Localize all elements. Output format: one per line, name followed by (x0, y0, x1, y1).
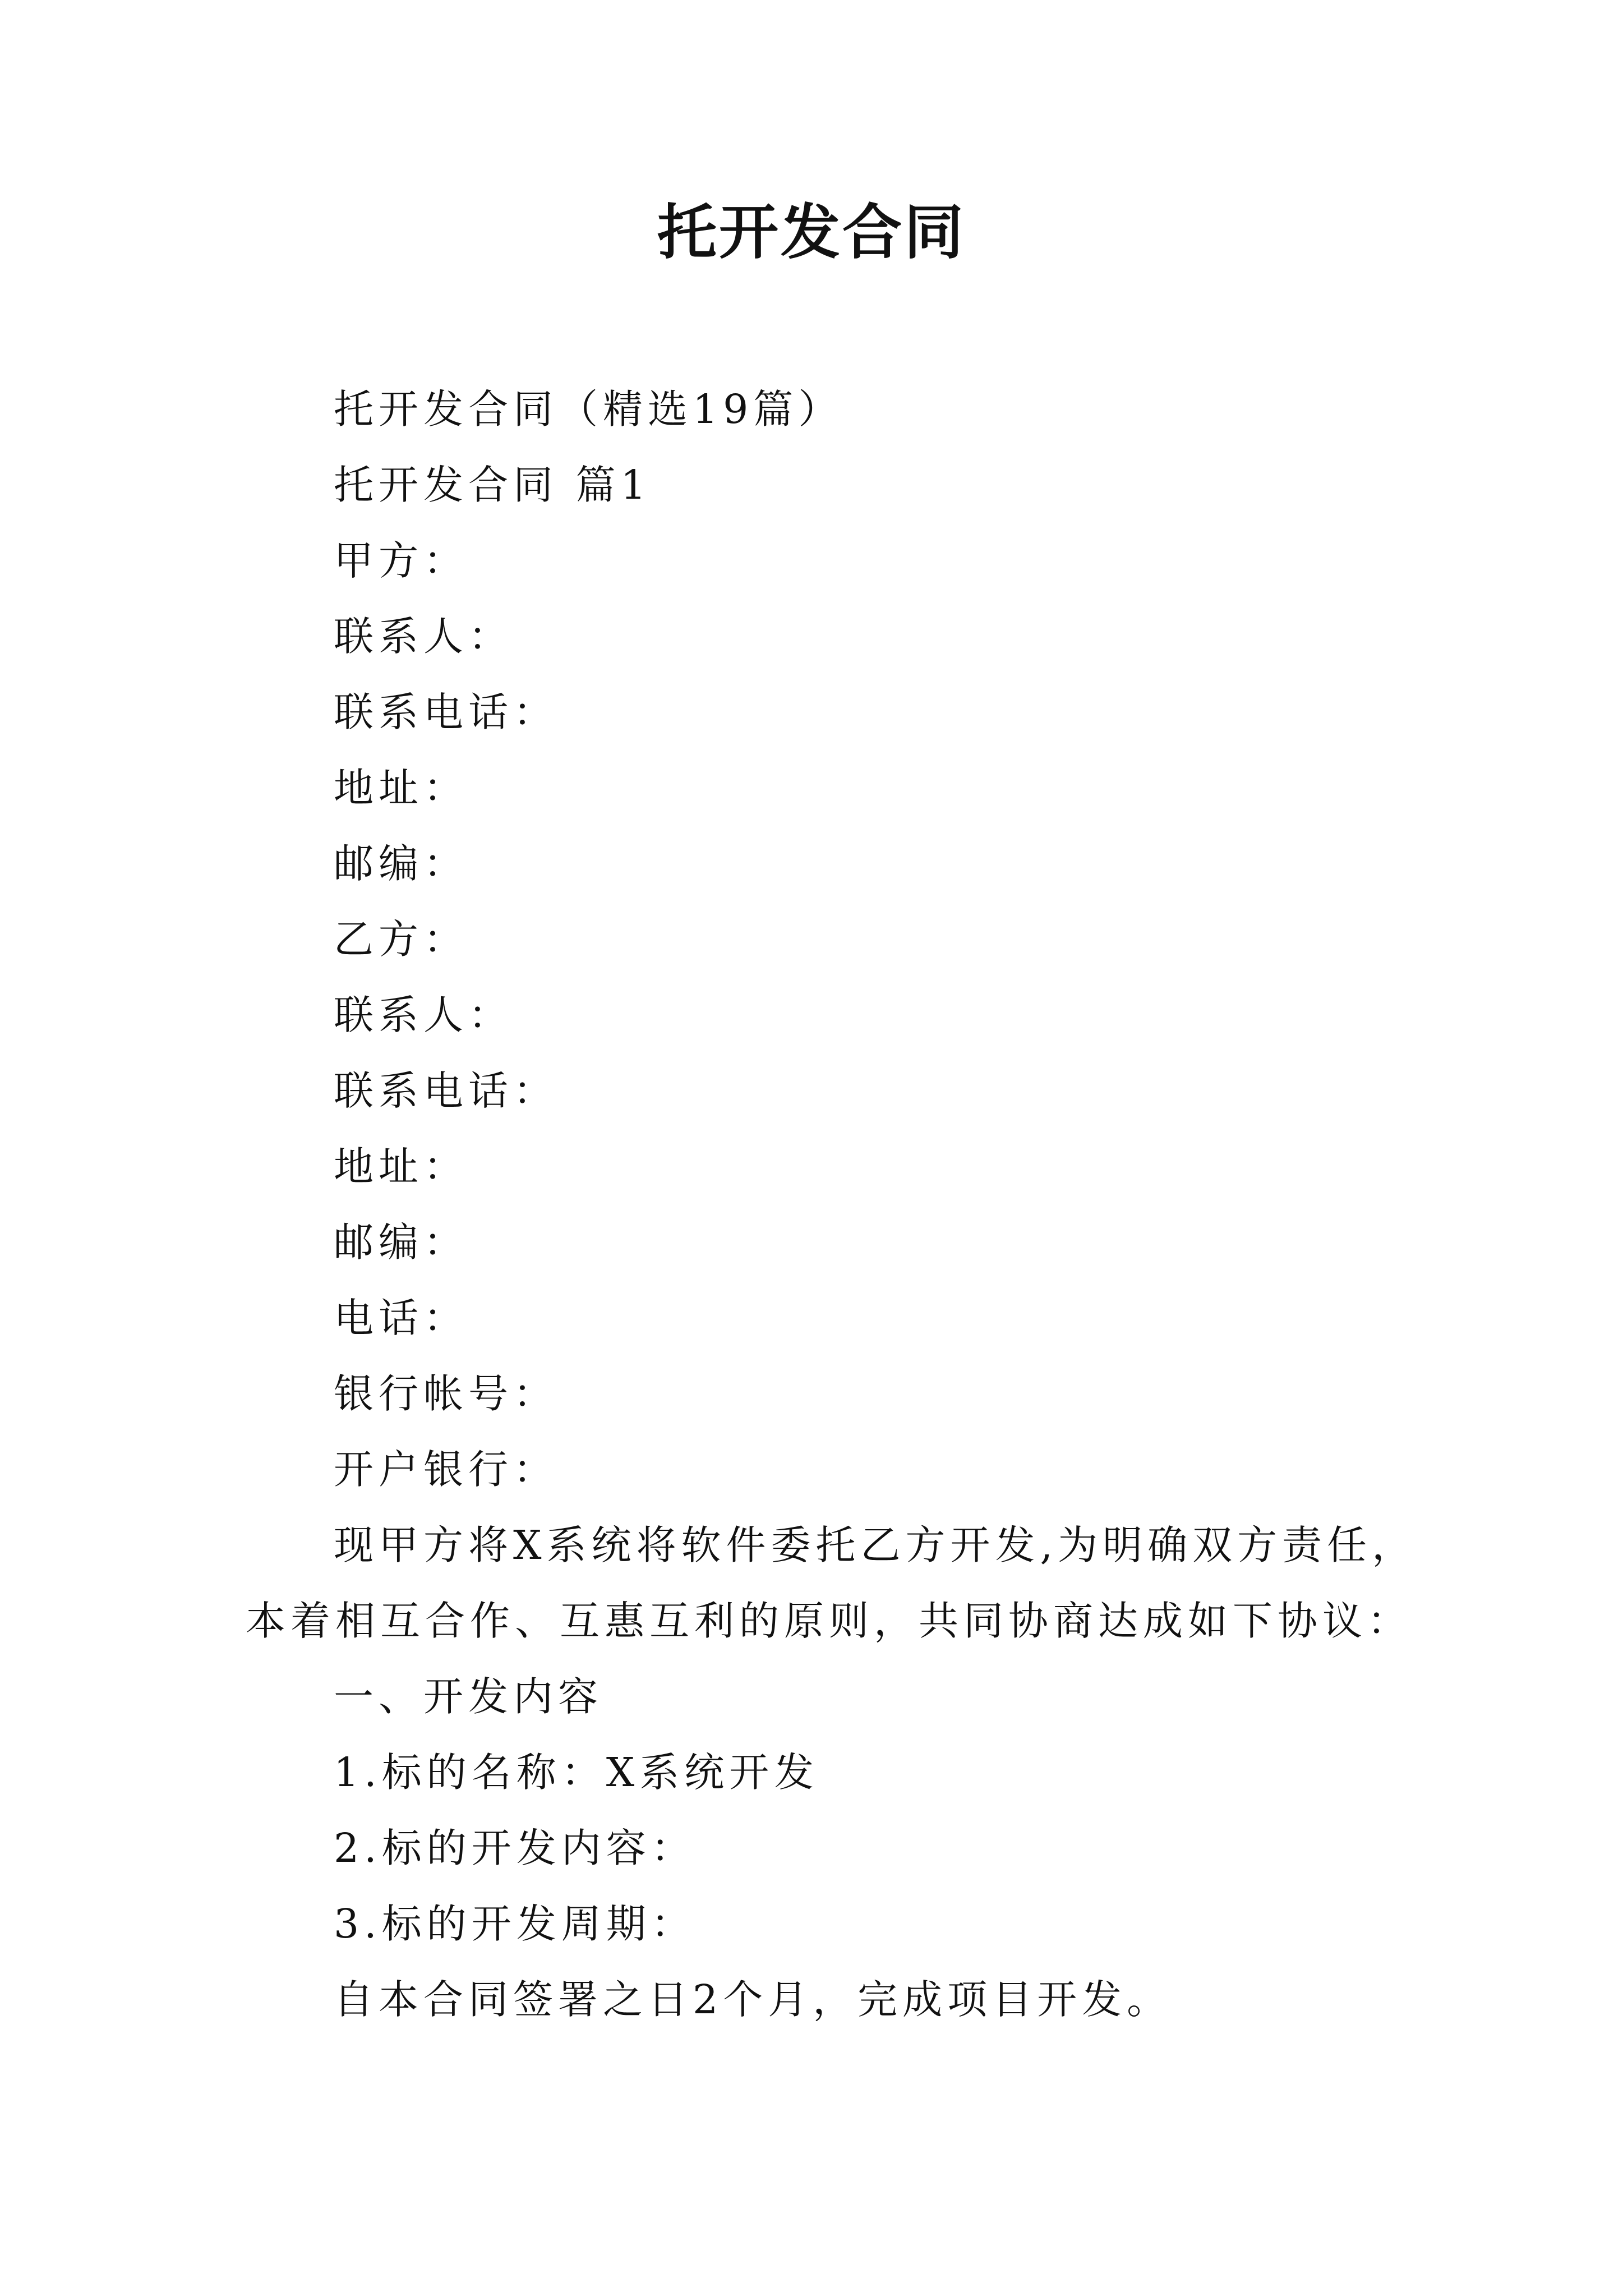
clause-item-subject-name: 1.标的名称：X系统开发 (334, 1749, 819, 1796)
party-b-label: 乙方： (334, 916, 469, 963)
party-a-address-label: 地址： (334, 765, 469, 811)
party-a-postcode-label: 邮编： (334, 840, 469, 887)
bank-account-label: 银行帐号： (334, 1370, 559, 1417)
preamble-paragraph-line-2: 本着相互合作、互惠互利的原则，共同协商达成如下协议： (246, 1598, 1413, 1644)
party-b-telephone-label: 电话： (334, 1295, 469, 1341)
clause-heading-development-content: 一、开发内容 (334, 1673, 603, 1720)
party-a-label: 甲方： (334, 537, 469, 584)
document-title: 托开发合同 (657, 198, 966, 267)
bank-name-label: 开户银行： (334, 1446, 559, 1493)
party-b-phone-label: 联系电话： (334, 1068, 559, 1114)
clause-item-development-period: 3.标的开发周期： (334, 1901, 696, 1947)
party-a-phone-label: 联系电话： (334, 689, 559, 735)
section-heading: 托开发合同 篇1 (334, 462, 651, 508)
party-b-contact-label: 联系人： (334, 992, 514, 1038)
party-b-postcode-label: 邮编： (334, 1219, 469, 1266)
party-a-contact-label: 联系人： (334, 613, 514, 660)
collection-heading: 托开发合同（精选19篇） (334, 386, 843, 432)
party-b-address-label: 地址： (334, 1143, 469, 1190)
development-period-text: 自本合同签署之日2个月，完成项目开发。 (334, 1976, 1172, 2023)
preamble-paragraph-line-1: 现甲方将X系统将软件委托乙方开发,为明确双方责任， (334, 1522, 1417, 1568)
clause-item-development-content: 2.标的开发内容： (334, 1825, 696, 1871)
